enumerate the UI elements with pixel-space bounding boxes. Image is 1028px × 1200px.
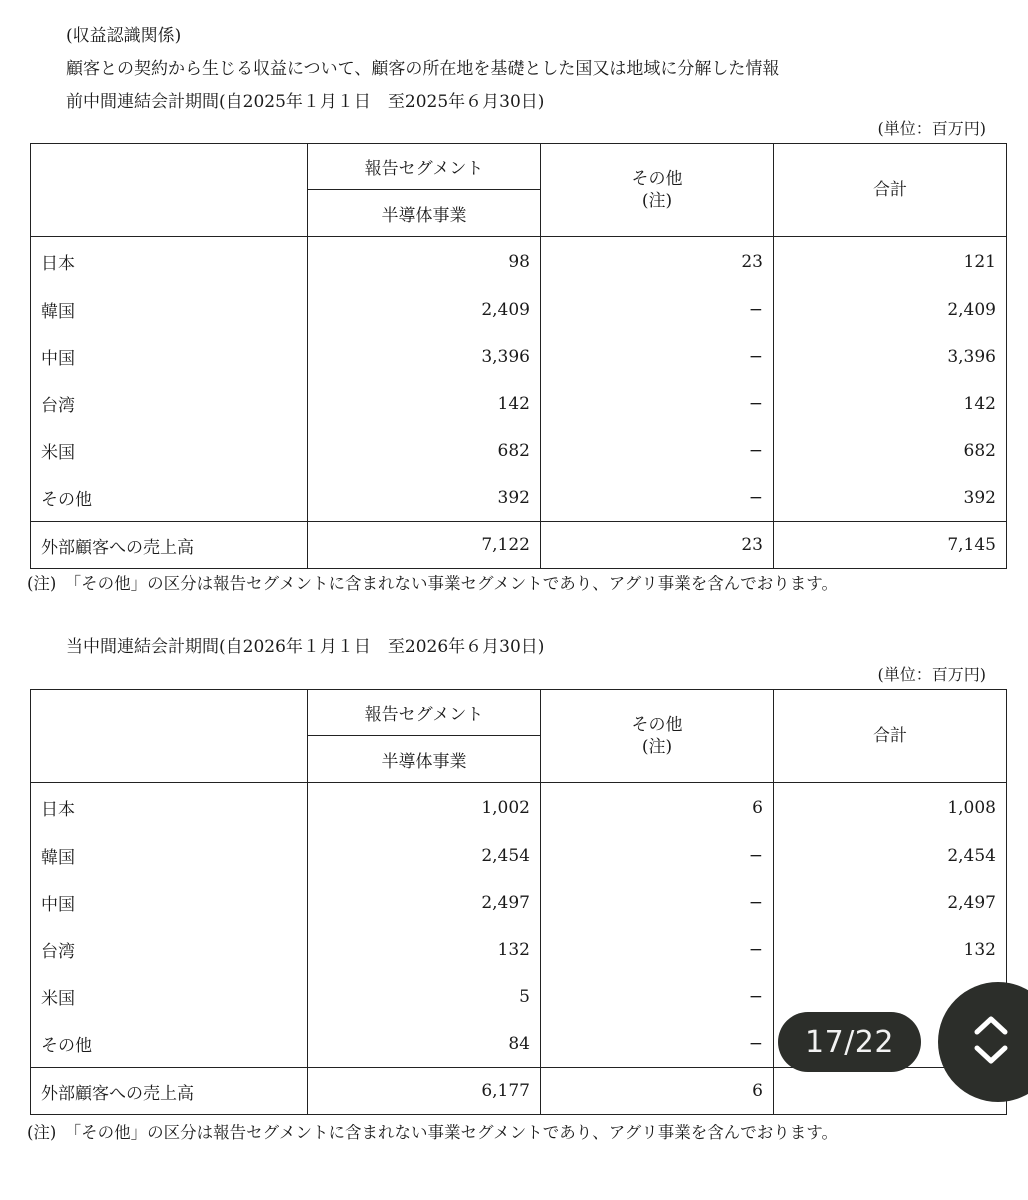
header-segment-group: 報告セグメント [308, 690, 541, 736]
prior-revenue-table [30, 143, 1007, 569]
table-row [31, 783, 1007, 833]
header-other [541, 144, 774, 237]
region-cell: 台湾 [31, 380, 308, 427]
total-cell: 682 [774, 427, 1007, 474]
total-row [31, 1068, 1007, 1115]
header-semiconductor: 半導体事業 [308, 736, 541, 783]
semiconductor-cell: 392 [308, 474, 541, 522]
other-cell: 6 [541, 783, 774, 833]
total-row [31, 522, 1007, 569]
header-region [31, 144, 308, 237]
table-row [31, 237, 1007, 287]
other-cell: − [541, 973, 774, 1020]
table-row [31, 926, 1007, 973]
other-cell: − [541, 832, 774, 879]
region-cell: 外部顧客への売上高 [31, 1068, 308, 1115]
semiconductor-cell: 2,497 [308, 879, 541, 926]
semiconductor-cell: 1,002 [308, 783, 541, 833]
table-row [31, 474, 1007, 522]
total-cell: 2,409 [774, 286, 1007, 333]
other-cell: − [541, 474, 774, 522]
header-other [541, 690, 774, 783]
section-title: (収益認識関係) [66, 26, 182, 46]
current-footnote: (注) 「その他」の区分は報告セグメントに含まれない事業セグメントであり、アグリ事業を含んでおります。 [27, 1123, 838, 1142]
region-cell: その他 [31, 1020, 308, 1068]
current-unit-label: (単位：百万円) [877, 665, 986, 684]
total-cell: 7,145 [774, 522, 1007, 569]
total-cell: 132 [774, 926, 1007, 973]
other-cell: − [541, 380, 774, 427]
table-row [31, 333, 1007, 380]
current-period-title: 当中間連結会計期間(自2026年１月１日 至2026年６月30日) [66, 637, 545, 657]
header-segment-group: 報告セグメント [308, 144, 541, 190]
region-cell: 韓国 [31, 832, 308, 879]
other-cell: − [541, 286, 774, 333]
table-row [31, 879, 1007, 926]
region-cell: 台湾 [31, 926, 308, 973]
table-row [31, 832, 1007, 879]
other-cell: − [541, 427, 774, 474]
semiconductor-cell: 6,177 [308, 1068, 541, 1115]
header-total: 合計 [774, 144, 1007, 237]
prior-footnote: (注) 「その他」の区分は報告セグメントに含まれない事業セグメントであり、アグリ事業を含んでおります。 [27, 574, 838, 593]
region-cell: 米国 [31, 973, 308, 1020]
region-cell: その他 [31, 474, 308, 522]
semiconductor-cell: 5 [308, 973, 541, 1020]
header-other-note: (注) [641, 737, 673, 757]
total-cell: 3,396 [774, 333, 1007, 380]
prior-unit-label: (単位：百万円) [877, 119, 986, 138]
header-other-label: その他 [631, 169, 683, 189]
region-cell: 米国 [31, 427, 308, 474]
other-cell: 23 [541, 237, 774, 287]
region-cell: 日本 [31, 237, 308, 287]
header-other-label: その他 [631, 715, 683, 735]
semiconductor-cell: 2,409 [308, 286, 541, 333]
table-row [31, 286, 1007, 333]
chevron-up-down-icon [971, 1012, 1011, 1068]
semiconductor-cell: 132 [308, 926, 541, 973]
total-cell: 2,454 [774, 832, 1007, 879]
prior-period-title: 前中間連結会計期間(自2025年１月１日 至2025年６月30日) [66, 92, 545, 112]
semiconductor-cell: 682 [308, 427, 541, 474]
other-cell: − [541, 879, 774, 926]
total-cell: 142 [774, 380, 1007, 427]
other-cell: − [541, 926, 774, 973]
other-cell: − [541, 333, 774, 380]
region-cell: 韓国 [31, 286, 308, 333]
other-cell: 6 [541, 1068, 774, 1115]
total-cell: 1,008 [774, 783, 1007, 833]
semiconductor-cell: 142 [308, 380, 541, 427]
table-row [31, 380, 1007, 427]
semiconductor-cell: 3,396 [308, 333, 541, 380]
region-cell: 中国 [31, 879, 308, 926]
region-cell: 中国 [31, 333, 308, 380]
table-row [31, 427, 1007, 474]
header-region [31, 690, 308, 783]
header-other-note: (注) [641, 191, 673, 211]
region-cell: 外部顧客への売上高 [31, 522, 308, 569]
semiconductor-cell: 7,122 [308, 522, 541, 569]
semiconductor-cell: 84 [308, 1020, 541, 1068]
page-indicator[interactable]: 17/22 [778, 1012, 921, 1072]
semiconductor-cell: 98 [308, 237, 541, 287]
other-cell: 23 [541, 522, 774, 569]
section-description: 顧客との契約から生じる収益について、顧客の所在地を基礎とした国又は地域に分解した情報 [66, 59, 780, 79]
total-cell: 121 [774, 237, 1007, 287]
semiconductor-cell: 2,454 [308, 832, 541, 879]
header-total: 合計 [774, 690, 1007, 783]
total-cell: 2,497 [774, 879, 1007, 926]
region-cell: 日本 [31, 783, 308, 833]
other-cell: − [541, 1020, 774, 1068]
header-semiconductor: 半導体事業 [308, 190, 541, 237]
total-cell: 392 [774, 474, 1007, 522]
